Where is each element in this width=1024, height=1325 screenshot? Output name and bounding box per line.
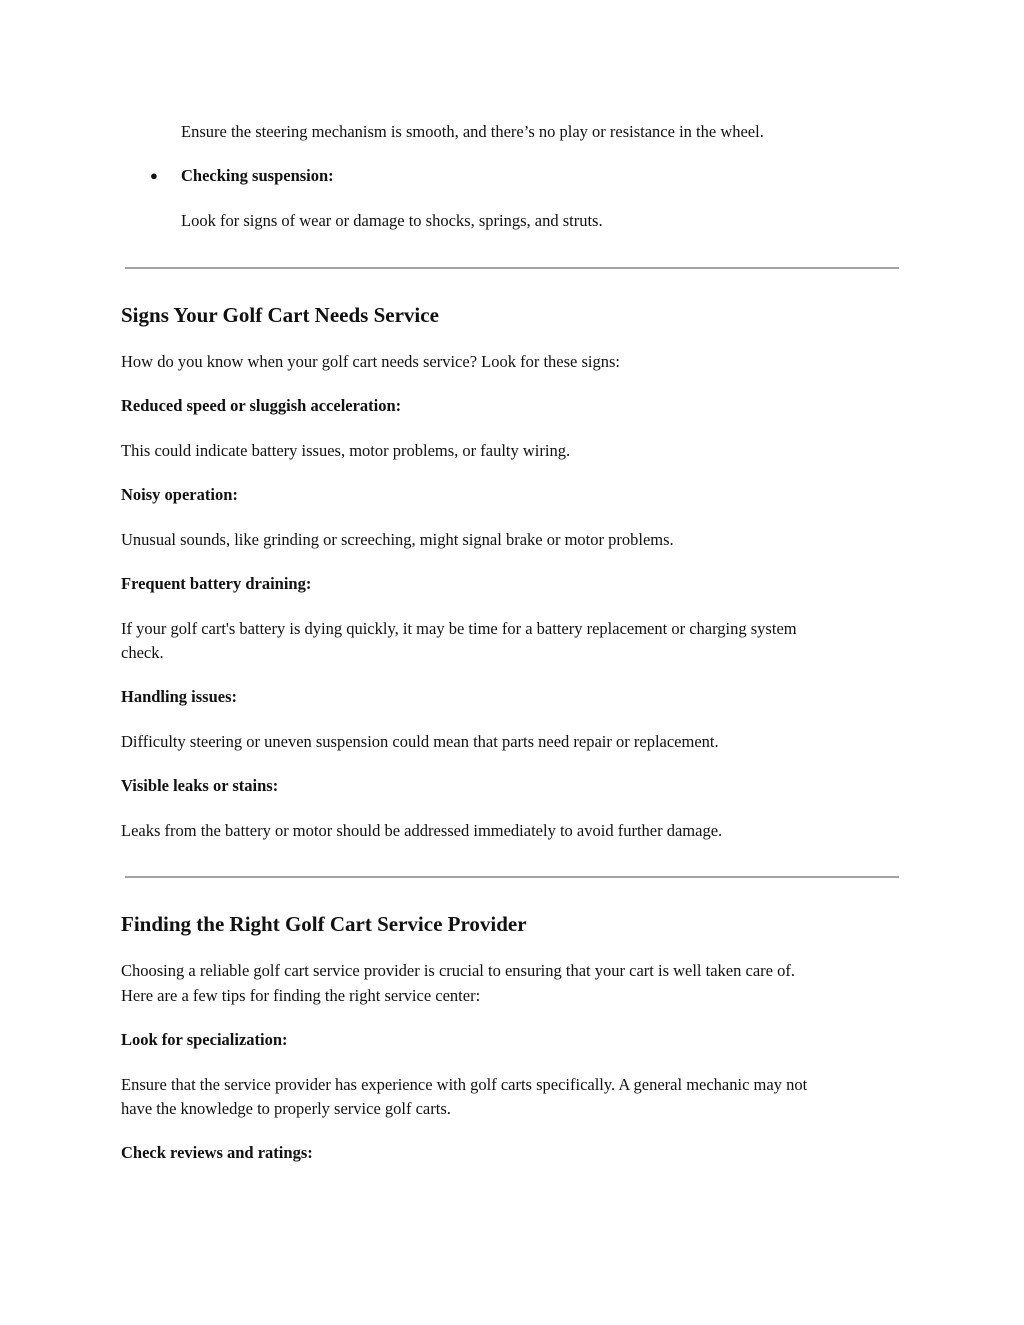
- suspension-paragraph: Look for signs of wear or damage to shocks, springs, and struts.: [181, 211, 603, 230]
- sign-text: If your golf cart's battery is dying quickly, it may be time for a battery replacement or charging system: [121, 619, 797, 638]
- sign-label: Frequent battery draining:: [121, 574, 312, 593]
- bullet-icon: ●: [150, 168, 158, 183]
- tip-text: Ensure that the service provider has experience with golf carts specifically. A general mechanic may not: [121, 1075, 808, 1094]
- sign-text: Difficulty steering or uneven suspension could mean that parts need repair or replacement.: [121, 732, 719, 751]
- sign-label: Handling issues:: [121, 687, 237, 706]
- section-divider: [125, 876, 899, 878]
- suspension-label: Checking suspension:: [181, 166, 334, 185]
- tip-text-continued: have the knowledge to properly service golf carts.: [121, 1099, 451, 1118]
- sign-label: Visible leaks or stains:: [121, 776, 279, 795]
- tip-label: Check reviews and ratings:: [121, 1143, 313, 1162]
- sign-text: Leaks from the battery or motor should be addressed immediately to avoid further damage.: [121, 821, 723, 840]
- provider-intro-line1: Choosing a reliable golf cart service provider is crucial to ensuring that your cart is well taken care of.: [121, 961, 795, 980]
- section-divider: [125, 267, 899, 269]
- sign-text: Unusual sounds, like grinding or screeching, might signal brake or motor problems.: [121, 530, 674, 549]
- sign-label: Reduced speed or sluggish acceleration:: [121, 396, 402, 415]
- steering-paragraph: Ensure the steering mechanism is smooth, and there’s no play or resistance in the wheel.: [181, 122, 764, 141]
- provider-heading: Finding the Right Golf Cart Service Provider: [121, 912, 527, 936]
- sign-text: This could indicate battery issues, motor problems, or faulty wiring.: [121, 441, 571, 460]
- sign-label: Noisy operation:: [121, 485, 238, 504]
- sign-text-continued: check.: [121, 643, 164, 662]
- tip-label: Look for specialization:: [121, 1030, 288, 1049]
- signs-intro: How do you know when your golf cart needs service? Look for these signs:: [121, 352, 621, 371]
- signs-heading: Signs Your Golf Cart Needs Service: [121, 303, 439, 327]
- provider-intro-line2: Here are a few tips for finding the right service center:: [121, 986, 481, 1005]
